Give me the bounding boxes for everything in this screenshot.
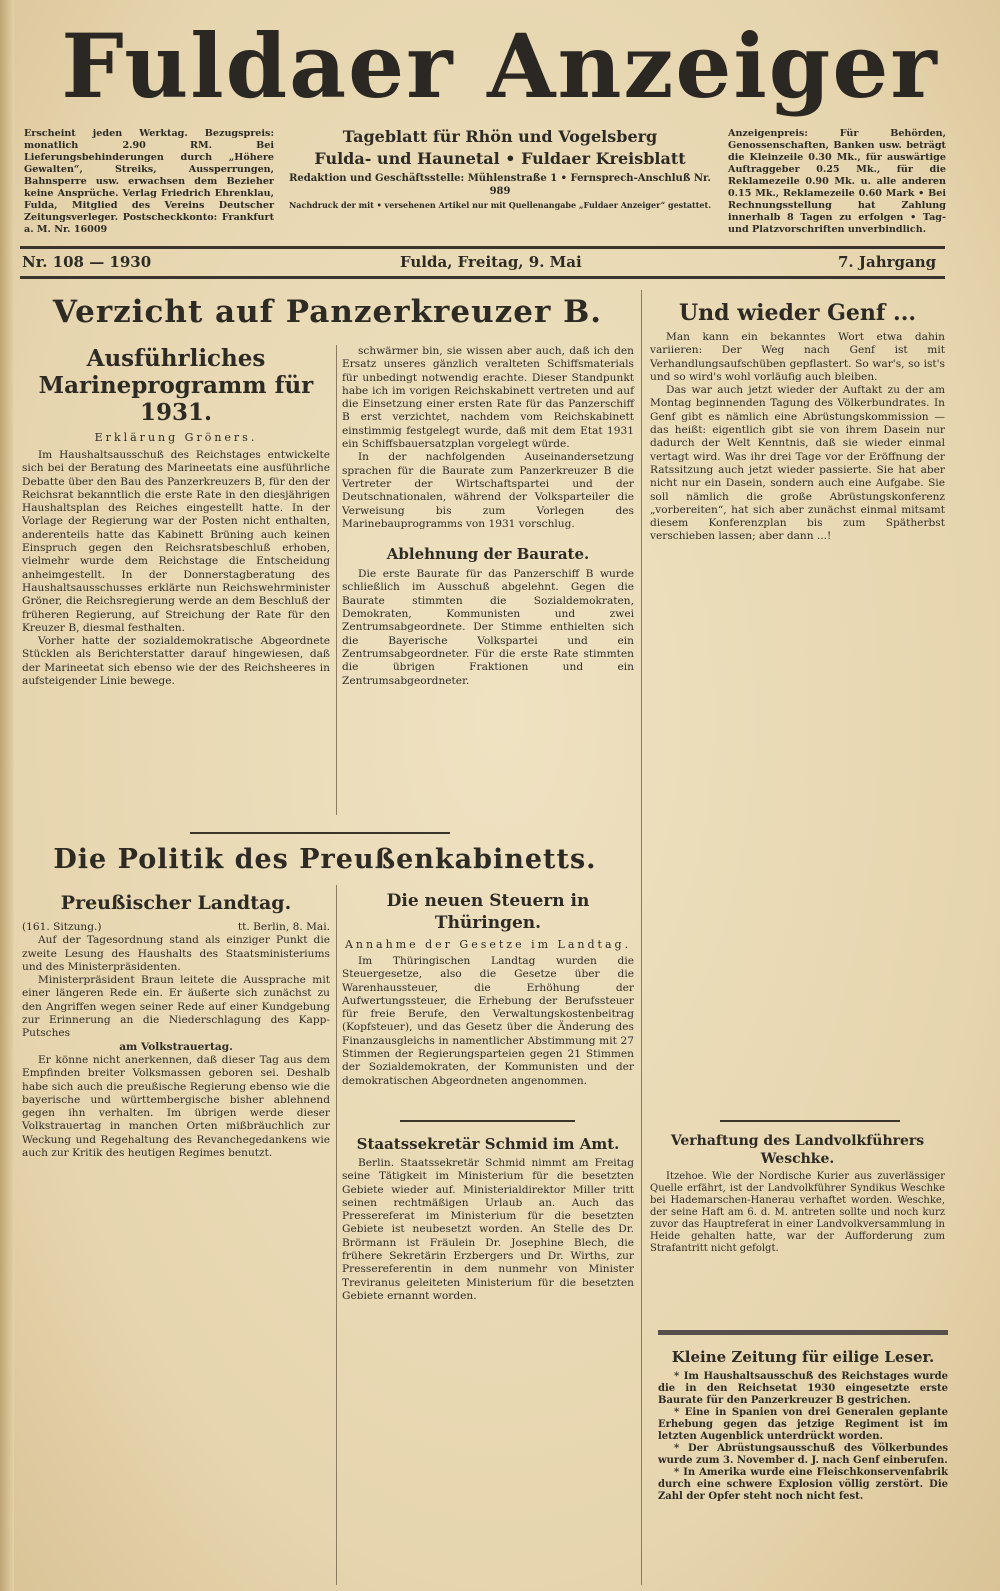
weschke-headline: Verhaftung des Landvolkführers Weschke. <box>670 1133 925 1167</box>
lead-article-col2 <box>342 345 634 688</box>
session-number: (161. Sitzung.) <box>22 921 102 933</box>
subtitle-1: Tageblatt für Rhön und Vogelsberg <box>342 127 658 146</box>
separator-rule <box>190 832 450 834</box>
masthead-title: Fuldaer Anzeiger <box>61 14 939 118</box>
masthead-subtitles <box>280 126 720 210</box>
masthead-rule <box>20 246 945 249</box>
paragraph: Er könne nicht anerkennen, daß dieser Tag aus dem Empfinden breiter Volksmassen geboren sei. Deshalb habe sich auch die preußische Regierung ebenso wie die bayerische und württembergische bisher ablehnend gegen ihn verhalten. Im übrigen werde dieser Volkstrauertag in manchen Orten mißbräuchlich zur Weckung und Regehaltung des Revanchegedankens wie auch zur Kritik des heutigen Regimes benutzt. <box>22 1053 330 1160</box>
paragraph: schwärmer bin, sie wissen aber auch, daß ich den Ersatz unseres gänzlich veralteten Schiffsmaterials für unbedingt notwendig erachte. Dieser Standpunkt habe ich im vorigen Reichskabinett vertreten und auf die Einsetzung einer ersten Rate für das Panzerschiff B erst verzichtet, nachdem vom Reichskabinett einstimmig festgelegt wurde, daß mit dem Etat 1931 ein Schiffsbauersatzplan vorgelegt würde. <box>342 345 634 451</box>
schmid-article <box>342 1135 634 1303</box>
reprint-note: Nachdruck der mit • versehenen Artikel nur mit Quellenangabe „Fuldaer Anzeiger“ gestattet. <box>288 200 712 210</box>
address-line: Redaktion und Geschäftsstelle: Mühlenstraße 1 • Fernsprech-Anschluß Nr. 989 <box>289 173 711 197</box>
subtitle-2: Fulda- und Haunetal • Fuldaer Kreisblatt <box>314 149 686 168</box>
issue-number: Nr. 108 — 1930 <box>22 253 152 271</box>
thick-rule <box>658 1330 948 1335</box>
lead-headline: Verzicht auf Panzerkreuzer B. <box>52 294 603 330</box>
dateline-rule <box>20 276 945 279</box>
schmid-headline: Staatssekretär Schmid im Amt. <box>356 1135 620 1153</box>
paragraph: Man kann ein bekanntes Wort etwa dahin variieren: Der Weg nach Genf ist mit Verhandlungsaufschüben gepflastert. So war's, so ist's und so wird's wohl vorläufig auch bleiben. <box>650 331 945 383</box>
lead-subhead: Ausführliches Marineprogramm für 1931. <box>38 345 314 426</box>
paragraph: Die erste Baurate für das Panzerschiff B wurde schließlich im Ausschuß abgelehnt. Gegen die Baurate stimmten die Sozialdemokraten, Demokraten, Kommunisten und zwei Zentrumsabgeordnete. Der Stimme enthielten sich die Bayerische Volkspartei und ein Zentrumsabgeordneter. Für die erste Rate stimmten die übrigen Fraktionen und ein Zentrumsabgeordneter. <box>342 568 634 687</box>
paragraph: Im Thüringischen Landtag wurden die Steuergesetze, also die Gesetze über die Warenhaussteuer, die Erhöhung der Aufwertungssteuer, die Erhebung der Berufssteuer für freie Berufe, den Verwaltungskostenbeitrag (Kopfsteuer), und das Gesetz über die Änderung des Finanzausgleichs in namentlicher Abstimmung mit 27 Stimmen der Regierungsparteien gegen 21 Stimmen der Sozialdemokraten, der Kommunisten und der demokratischen Abgeordneten angenommen. <box>342 955 634 1087</box>
column-divider <box>336 885 337 1585</box>
geneva-headline: Und wieder Genf ... <box>678 300 917 326</box>
list-item: * Der Abrüstungsausschuß des Völkerbundes wurde zum 3. November d. J. nach Genf einberufen. <box>658 1443 948 1466</box>
subscription-box: Erscheint jeden Werktag. Bezugspreis: monatlich 2.90 RM. Bei Lieferungsbehinderungen durch „Höhere Gewalten“, Streiks, Aussperrungen, Bahnsperre usw. erwachsen dem Bezieher keine Ansprüche. Verlag Friedrich Ehrenklau, Fulda, Mitglied des Vereins Deutscher Zeitungsverleger. Postscheckkonto: Frankfurt a. M. Nr. 16009 <box>24 128 274 235</box>
paper-edge <box>0 0 14 1591</box>
paragraph: Itzehoe. Wie der Nordische Kurier aus zuverlässiger Quelle erfährt, ist der Landvolkführer Syndikus Weschke bei Hademarschen-Hanerau verhaftet worden. Weschke, der seine Haft am 6. d. M. antreten sollte und noch kurz zuvor das Hauptreferat in einer Landvolkversammlung in Heide gehalten hatte, war der Aufforderung zum Strafantritt nicht gefolgt. <box>650 1171 945 1254</box>
section-heading: Ablehnung der Baurate. <box>386 545 590 564</box>
place-date: tt. Berlin, 8. Mai. <box>237 921 330 933</box>
column-divider <box>336 345 337 815</box>
separator-rule <box>400 1120 575 1122</box>
lead-article-col1 <box>22 345 330 688</box>
brief-headline: Kleine Zeitung für eilige Leser. <box>671 1348 935 1366</box>
thuringia-article <box>342 890 634 1088</box>
second-headline: Die Politik des Preußenkabinetts. <box>53 844 597 875</box>
separator-rule <box>720 1120 900 1122</box>
ad-price-box: Anzeigenpreis: Für Behörden, Genossenschaften, Banken usw. beträgt die Kleinzeile 0.30 Mk., für auswärtige Auftraggeber 0.25 Mk., für die Reklamezeile 0.90 Mk. u. alle anderen 0.15 Mk., Reklamezeile 0.60 Mark • Bei Rechnungsstellung hat Zahlung innerhalb 8 Tagen zu erfolgen • Tag- und Platzvorschriften unverbindlich. <box>728 128 946 235</box>
list-item: * In Amerika wurde eine Fleischkonservenfabrik durch eine schwere Explosion völlig zerstört. Die Zahl der Opfer steht noch nicht fest. <box>658 1467 948 1502</box>
thuringia-kicker: Annahme der Gesetze im Landtag. <box>344 938 632 951</box>
list-item: * Im Haushaltsausschuß des Reichstages wurde die in den Reichsetat 1930 eingesetzte erste Baurate für den Panzerkreuzer B gestrichen. <box>658 1371 948 1406</box>
landtag-subhead: Preußischer Landtag. <box>60 892 292 914</box>
lead-kicker: Erklärung Gröners. <box>94 431 258 444</box>
paragraph: Berlin. Staatssekretär Schmid nimmt am Freitag seine Tätigkeit im Ministerium für die besetzten Gebiete wieder auf. Ministerialdirektor Miller tritt seinen rechtmäßigen Urlaub an. Auch das Pressereferat im Ministerium für die besetzten Gebiete ist neubesetzt worden. An Stelle des Dr. Brörmann ist Fräulein Dr. Josephine Blech, die frühere Sekretärin Erzbergers und Dr. Wirths, zur Pressereferentin in dem nunmehr von Minister Treviranus geleiteten Ministerium für die besetzten Gebiete ernannt worden. <box>342 1157 634 1302</box>
paragraph: Ministerpräsident Braun leitete die Aussprache mit einer längeren Rede ein. Er äußerte sich zunächst zu den Angriffen wegen seiner Rede auf einer Kundgebung zur Erinnerung an die Niederschlagung des Kapp-Putsches <box>22 974 330 1040</box>
landtag-article <box>22 890 330 1160</box>
thuringia-headline: Die neuen Steuern in Thüringen. <box>386 891 590 933</box>
paragraph: Auf der Tagesordnung stand als einziger Punkt die zweite Lesung des Haushalts des Staatsministeriums und des Ministerpräsidenten. <box>22 934 330 973</box>
paragraph: In der nachfolgenden Auseinandersetzung sprachen für die Baurate zum Panzerkreuzer B die Vertreter der Wirtschaftspartei und der Deutschnationalen, während der Volksparteiler die Verweisung bis zum Vorlegen des Marinebauprogramms von 1931 vorschlug. <box>342 451 634 530</box>
geneva-article <box>650 300 945 544</box>
brief-news <box>658 1348 948 1503</box>
column-divider <box>641 290 642 1585</box>
paragraph: Vorher hatte der sozialdemokratische Abgeordnete Stücklen als Berichterstatter darauf hingewiesen, daß der Marineetat sich ebenso wie der des Reichsheeres in aufsteigender Linie bewege. <box>22 635 330 688</box>
volume: 7. Jahrgang <box>838 253 937 271</box>
issue-date: Fulda, Freitag, 9. Mai <box>400 253 582 271</box>
list-item: * Eine in Spanien von drei Generalen geplante Erhebung gegen das jetzige Regiment ist im letzten Augenblick unterdrückt worden. <box>658 1407 948 1442</box>
paragraph: Das war auch jetzt wieder der Auftakt zu der am Montag beginnenden Tagung des Völkerbundrates. In Genf gibt es nämlich eine Abrüstungskommission — das heißt: eigentlich gibt sie von ihrem Dasein nur dadurch der Welt Kenntnis, daß sie wieder einmal vertagt wird. Was ihr drei Tage vor der Eröffnung der Ratssitzung auch jetzt wieder passierte. Sie hat aber nicht nur ein Dasein, sondern auch eine Aufgabe. Sie soll nämlich die große Abrüstungskonferenz „vorbereiten“, hat sich aber zunächst einmal mitsamt diesem Konferenzplan bis zum Spätherbst verschieben lassen; aber dann ...! <box>650 384 945 543</box>
weschke-article <box>650 1132 945 1255</box>
paragraph: Im Haushaltsausschuß des Reichstages entwickelte sich bei der Beratung des Marineetats eine ausführliche Debatte über den Bau des Panzerkreuzers B, für den der Reichsrat bekanntlich die erste Rate in den diesjährigen Haushaltsplan des Reiches eingestellt hatte. In der Vorlage der Regierung war der Posten nicht enthalten, anderenteils hatte das Kabinett Brüning auch keinen Einspruch gegen den Reichsratsbeschluß erhoben, vielmehr wurde dem Reichstage die Entscheidung anheimgestellt. In der Donnerstagberatung des Haushaltsausschusses erklärte nun Reichswehrminister Gröner, die Reichsregierung werde an dem Beschluß der früheren Regierung, auf Streichung der Rate für den Kreuzer B, diesmal festhalten. <box>22 449 330 634</box>
inline-heading: am Volkstrauertag. <box>119 1040 233 1053</box>
